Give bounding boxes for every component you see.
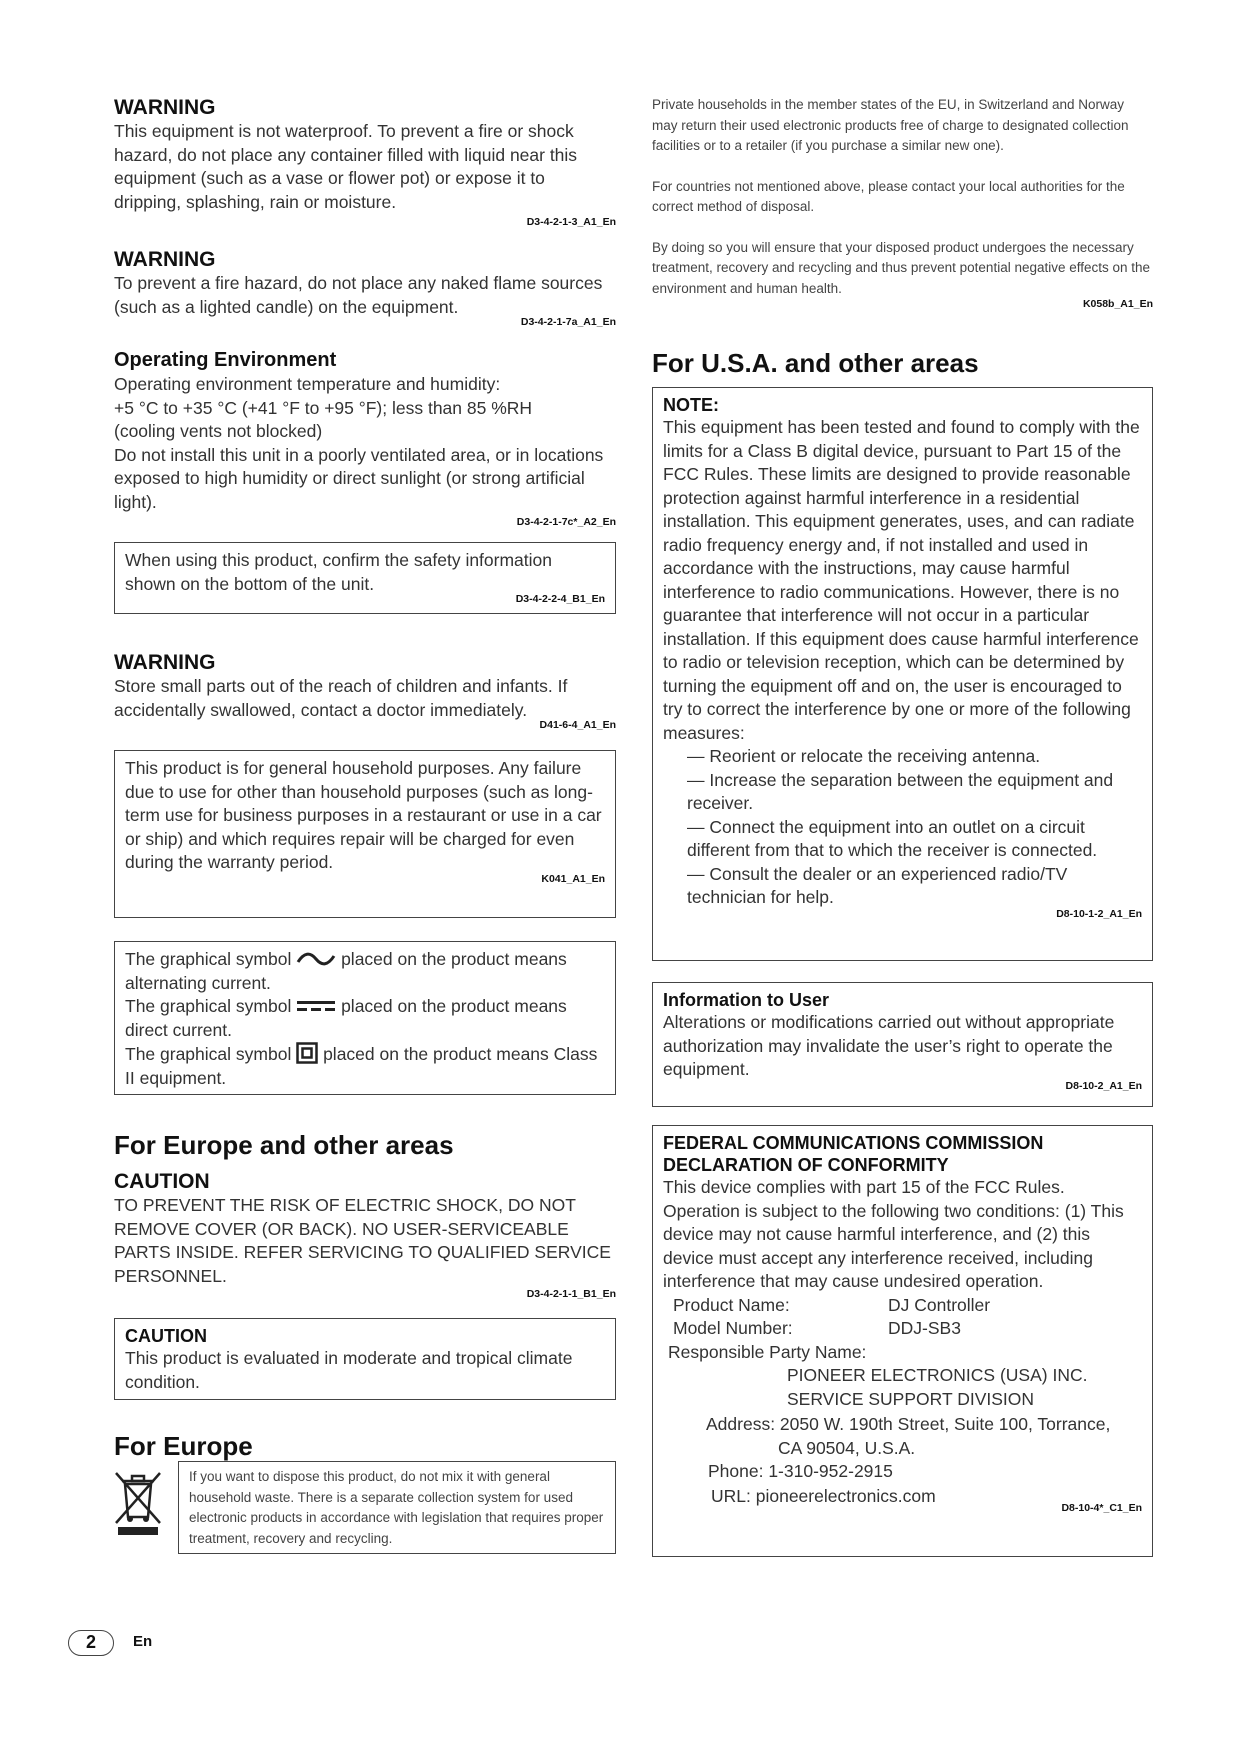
- caution-text: TO PREVENT THE RISK OF ELECTRIC SHOCK, DO NOT REMOVE COVER (OR BACK). NO USER-SERVICEABLE PARTS INSIDE. REFER SERVICING TO QUALIFIED SERVICE PERSONNEL.: [114, 1195, 611, 1286]
- symbols-box: [114, 941, 616, 1095]
- dc-symbol-line: The graphical symbol placed on the product means direct current.: [125, 996, 567, 1040]
- phone-line: Phone: 1-310-952-2915: [708, 1461, 893, 1481]
- usa-section: [652, 347, 1153, 379]
- household-text: This product is for general household purposes. Any failure due to use for other than household purposes (such as long-term use for business purposes in a restaurant or use in a car or ship) and which requires repair will be charged for even during the warranty period.: [125, 758, 602, 872]
- dc-symbol-icon: [296, 998, 336, 1014]
- doc-code: K058b_A1_En: [1082, 298, 1153, 310]
- responsible-party-division: SERVICE SUPPORT DIVISION: [787, 1388, 1035, 1409]
- operating-environment: [114, 348, 616, 528]
- safety-text: When using this product, confirm the safety information shown on the bottom of the unit.: [125, 550, 553, 594]
- disposal-info: [652, 95, 1153, 310]
- measure-item: — Increase the separation between the equipment and receiver.: [687, 769, 1114, 813]
- weee-crossed-bin-icon: [114, 1471, 162, 1535]
- doc-code: K041_A1_En: [541, 872, 605, 885]
- operating-heading: Operating Environment: [114, 349, 337, 371]
- class2-double-square-icon: [296, 1042, 318, 1064]
- product-name-label: Product Name:: [673, 1294, 790, 1315]
- disposal-paragraph: For countries not mentioned above, please contact your local authorities for the correct method of disposal.: [652, 178, 1125, 214]
- warning-text: This equipment is not waterproof. To prevent a fire or shock hazard, do not place any container filled with liquid near this equipment (such as a vase or flower pot) or expose it to dripping, splashing, rain or moisture.: [114, 121, 578, 212]
- address-line: CA 90504, U.S.A.: [778, 1437, 916, 1458]
- disposal-paragraph: By doing so you will ensure that your disposed product undergoes the necessary treatment, recovery and recycling and thus prevent potential negative effects on the environment and human health.: [652, 239, 1151, 296]
- info-user-box: [652, 982, 1153, 1107]
- fcc-note-box: [652, 387, 1153, 961]
- fcc-heading: FEDERAL COMMUNICATIONS COMMISSION: [663, 1133, 1044, 1153]
- warning-heading: WARNING: [114, 96, 216, 119]
- model-number-row: [663, 1317, 1142, 1341]
- disposal-text: If you want to dispose this product, do not mix it with general household waste. There is a separate collection system for used electronic products in accordance with legislation that requires proper treatment, recovery and recycling.: [189, 1469, 604, 1546]
- warning-waterproof: [114, 95, 616, 228]
- model-number-value: DDJ-SB3: [888, 1318, 961, 1338]
- disposal-paragraph: Private households in the member states of the EU, in Switzerland and Norway may return their used electronic products free of charge to designated collection facilities or to a retailer (if you purchase a similar new one).: [652, 97, 1129, 153]
- europe-other-section: [114, 1129, 616, 1300]
- product-name-row: [663, 1294, 1142, 1318]
- doc-code: D3-4-2-1-1_B1_En: [526, 1288, 616, 1300]
- europe-section: [114, 1430, 616, 1462]
- disposal-box: [178, 1461, 616, 1554]
- caution-climate-box: [114, 1318, 616, 1400]
- doc-code: D8-10-4*_C1_En: [1061, 1502, 1142, 1514]
- doc-code: D8-10-2_A1_En: [1065, 1079, 1142, 1092]
- caution-heading: CAUTION: [114, 1170, 210, 1193]
- language-label: En: [133, 1633, 153, 1650]
- url-line: URL: pioneerelectronics.com: [711, 1485, 936, 1506]
- class2-symbol-line: The graphical symbol placed on the product means Class II equipment.: [125, 1044, 598, 1088]
- fcc-declaration-box: [652, 1125, 1153, 1557]
- info-user-heading: Information to User: [663, 990, 830, 1010]
- fcc-text: This device complies with part 15 of the FCC Rules. Operation is subject to the following two conditions: (1) This device may not cause harmful interference, and (2) this device must accept any interference received, including interference that may cause undesired operation.: [663, 1177, 1124, 1291]
- address-line: Address: 2050 W. 190th Street, Suite 100, Torrance,: [706, 1414, 1111, 1434]
- doc-code: D41-6-4_A1_En: [539, 719, 616, 731]
- warning-text: Store small parts out of the reach of children and infants. If accidentally swallowed, contact a doctor immediately.: [114, 676, 568, 720]
- responsible-party-label: Responsible Party Name:: [668, 1341, 867, 1362]
- operating-line: +5 °C to +35 °C (+41 °F to +95 °F); less than 85 %RH: [114, 397, 533, 418]
- operating-line: (cooling vents not blocked): [114, 421, 323, 441]
- operating-line: Operating environment temperature and humidity:: [114, 374, 501, 394]
- fcc-heading: DECLARATION OF CONFORMITY: [663, 1155, 949, 1175]
- operating-line: Do not install this unit in a poorly ventilated area, or in locations exposed to high humidity or direct sunlight (or strong artificial light).: [114, 444, 604, 512]
- warning-text: To prevent a fire hazard, do not place any naked flame sources (such as a lighted candle) on the equipment.: [114, 273, 603, 317]
- caution-heading: CAUTION: [125, 1326, 207, 1346]
- ac-symbol-line: The graphical symbol placed on the product means alternating current.: [125, 949, 567, 993]
- ac-wave-icon: [296, 950, 336, 968]
- household-box: [114, 750, 616, 918]
- doc-code: D3-4-2-1-7c*_A2_En: [516, 516, 616, 528]
- section-title: For Europe: [114, 1431, 253, 1461]
- warning-heading: WARNING: [114, 651, 216, 674]
- warning-heading: WARNING: [114, 248, 216, 271]
- section-title: For U.S.A. and other areas: [652, 348, 979, 378]
- responsible-party-name: PIONEER ELECTRONICS (USA) INC.: [787, 1365, 1088, 1385]
- model-number-label: Model Number:: [673, 1318, 793, 1338]
- measure-item: — Reorient or relocate the receiving antenna.: [687, 746, 1041, 766]
- doc-code: D3-4-2-1-3_A1_En: [526, 216, 616, 228]
- caution-text: This product is evaluated in moderate and tropical climate condition.: [125, 1348, 573, 1392]
- doc-code: D3-4-2-2-4_B1_En: [515, 593, 605, 605]
- measure-item: — Consult the dealer or an experienced radio/TV technician for help.: [687, 863, 1068, 907]
- product-name-value: DJ Controller: [888, 1294, 991, 1315]
- warning-small-parts: [114, 650, 616, 731]
- doc-code: D8-10-1-2_A1_En: [1056, 907, 1142, 920]
- measure-item: — Connect the equipment into an outlet on a circuit different from that to which the receiver is connected.: [687, 816, 1098, 860]
- info-user-text: Alterations or modifications carried out without appropriate authorization may invalidate the user’s right to operate the equipment.: [663, 1012, 1115, 1079]
- note-heading: NOTE:: [663, 395, 719, 415]
- section-title: For Europe and other areas: [114, 1130, 454, 1160]
- safety-info-box: [114, 542, 616, 614]
- warning-fire: [114, 247, 616, 328]
- page-number-badge: 2: [68, 1630, 114, 1656]
- note-text: This equipment has been tested and found to comply with the limits for a Class B digital device, pursuant to Part 15 of the FCC Rules. These limits are designed to provide reasonable protection against harmful interference in a residential installation. This equipment generates, uses, and can radiate radio frequency energy and, if not installed and used in accordance with the instructions, may cause harmful interference to radio communications. However, there is no guarantee that interference will not occur in a particular installation. If this equipment does cause harmful interference to radio or television reception, which can be determined by turning the equipment off and on, the user is encouraged to try to correct the interference by one or more of the following measures:: [663, 417, 1140, 743]
- doc-code: D3-4-2-1-7a_A1_En: [520, 316, 616, 328]
